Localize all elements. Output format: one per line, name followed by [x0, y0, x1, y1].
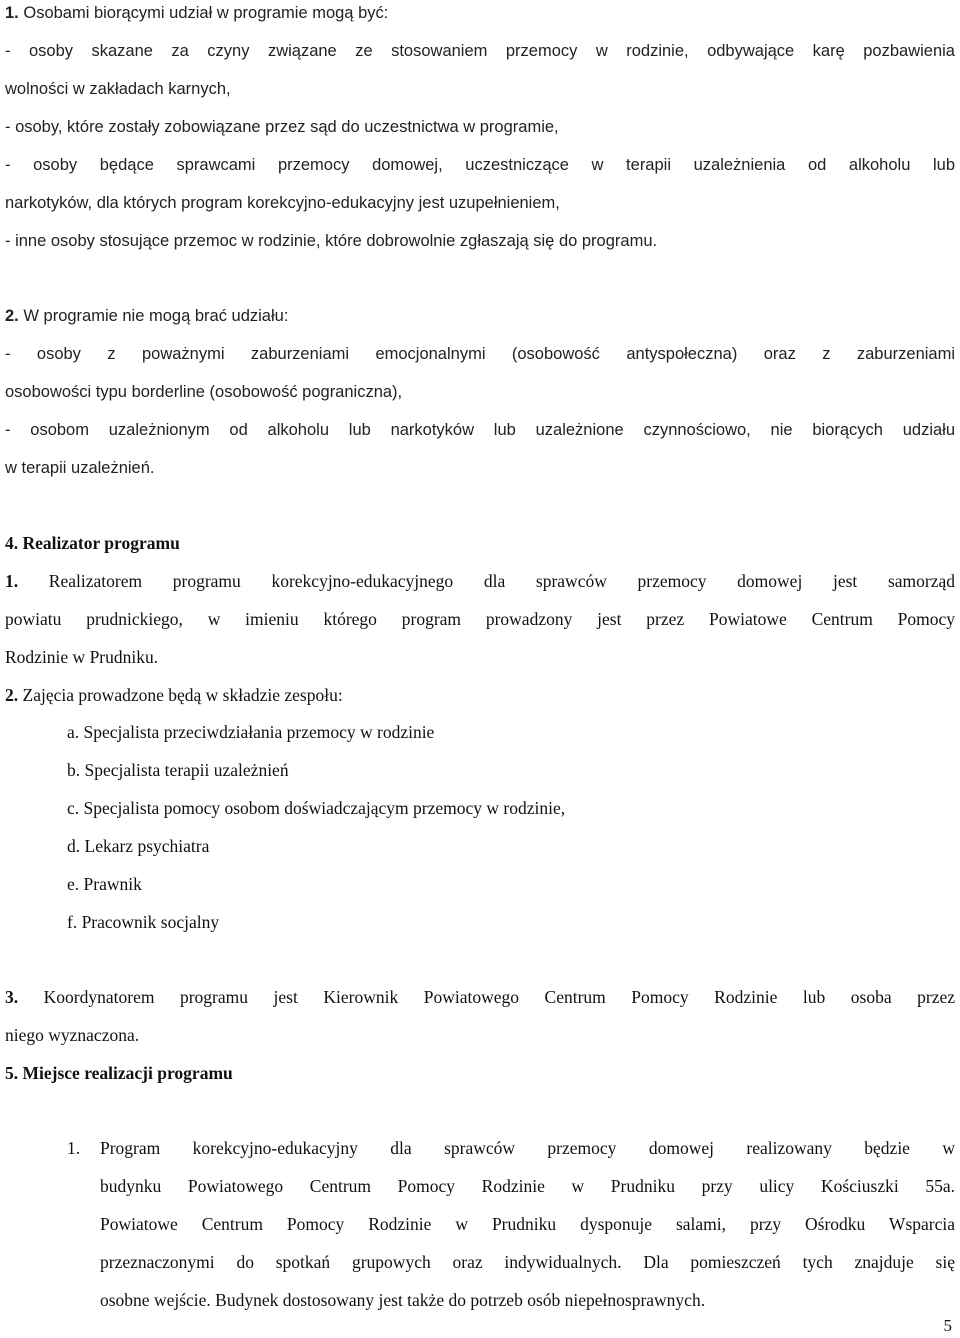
- s2-intro-line: [5, 305, 955, 327]
- r3-number: 3.: [5, 987, 19, 1007]
- m1-line-4: przeznaczonymi do spotkań grupowych oraz indywidualnych. Dla pomieszczeń tych znajduje się: [100, 1252, 955, 1272]
- s1-line-2: wolności w zakładach karnych,: [5, 80, 231, 98]
- r2-intro-line: [5, 684, 955, 706]
- m1-number: 1.: [67, 1138, 81, 1158]
- team-item-e: e. Prawnik: [67, 874, 142, 894]
- team-item-c: c. Specjalista pomocy osobom doświadczającym przemocy w rodzinie,: [67, 798, 566, 818]
- r3-line-2: niego wyznaczona.: [5, 1025, 140, 1045]
- s1-line-1: - osoby skazane za czyny związane ze stosowaniem przemocy w rodzinie, odbywające karę pozbawienia: [5, 42, 955, 60]
- s1-number: 1.: [5, 4, 19, 22]
- page-number: 5: [943, 1316, 952, 1335]
- r3-line-1: [5, 986, 955, 1008]
- s2-line-3: - osobom uzależnionym od alkoholu lub narkotyków lub uzależnione czynnościowo, nie biorących udziału: [5, 421, 955, 439]
- r1-line-1: [5, 570, 955, 592]
- team-item-f: f. Pracownik socjalny: [67, 912, 220, 932]
- heading-miejsce: 5. Miejsce realizacji programu: [5, 1063, 233, 1083]
- s2-number: 2.: [5, 307, 19, 325]
- s1-line-4: - osoby będące sprawcami przemocy domowej, uczestniczące w terapii uzależnienia od alkoholu lub: [5, 156, 955, 174]
- team-item-d: d. Lekarz psychiatra: [67, 836, 210, 856]
- r3-text-1: Koordynatorem programu jest Kierownik Powiatowego Centrum Pomocy Rodzinie lub osoba przez: [43, 987, 956, 1007]
- s1-line-5: narkotyków, dla których program korekcyjno-edukacyjny jest uzupełnieniem,: [5, 194, 560, 212]
- heading-realizator: 4. Realizator programu: [5, 533, 180, 553]
- s1-intro: Osobami biorącymi udział w programie mogą być:: [23, 4, 389, 22]
- m1-line-3: Powiatowe Centrum Pomocy Rodzinie w Prudniku dysponuje salami, przy Ośrodku Wsparcia: [100, 1214, 955, 1234]
- team-item-b: b. Specjalista terapii uzależnień: [67, 760, 289, 780]
- s2-line-1: - osoby z poważnymi zaburzeniami emocjonalnymi (osobowość antyspołeczna) oraz z zaburzeniami: [5, 345, 955, 363]
- m1-line-5: osobne wejście. Budynek dostosowany jest także do potrzeb osób niepełnosprawnych.: [100, 1290, 706, 1310]
- s1-line-3: - osoby, które zostały zobowiązane przez sąd do uczestnictwa w programie,: [5, 118, 559, 136]
- m1-line-1: Program korekcyjno-edukacyjny dla sprawców przemocy domowej realizowany będzie w: [100, 1138, 955, 1158]
- r1-text-1: Realizatorem programu korekcyjno-edukacyjnego dla sprawców przemocy domowej jest samorząd: [48, 571, 955, 591]
- r1-line-3: Rodzinie w Prudniku.: [5, 647, 159, 667]
- s2-line-4: w terapii uzależnień.: [5, 459, 155, 477]
- s2-intro: W programie nie mogą brać udziału:: [23, 307, 289, 325]
- team-item-a: a. Specjalista przeciwdziałania przemocy w rodzinie: [67, 722, 435, 742]
- s2-line-2: osobowości typu borderline (osobowość pograniczna),: [5, 383, 403, 401]
- r1-number: 1.: [5, 571, 19, 591]
- s1-intro-line: [5, 2, 955, 24]
- m1-line-2: budynku Powiatowego Centrum Pomocy Rodzinie w Prudniku przy ulicy Kościuszki 55a.: [100, 1176, 955, 1196]
- r2-number: 2.: [5, 685, 19, 705]
- r2-intro: Zajęcia prowadzone będą w składzie zespołu:: [22, 685, 343, 705]
- r1-line-2: powiatu prudnickiego, w imieniu którego program prowadzony jest przez Powiatowe Centrum Pomocy: [5, 609, 955, 629]
- s1-line-6: - inne osoby stosujące przemoc w rodzinie, które dobrowolnie zgłaszają się do programu.: [5, 232, 658, 250]
